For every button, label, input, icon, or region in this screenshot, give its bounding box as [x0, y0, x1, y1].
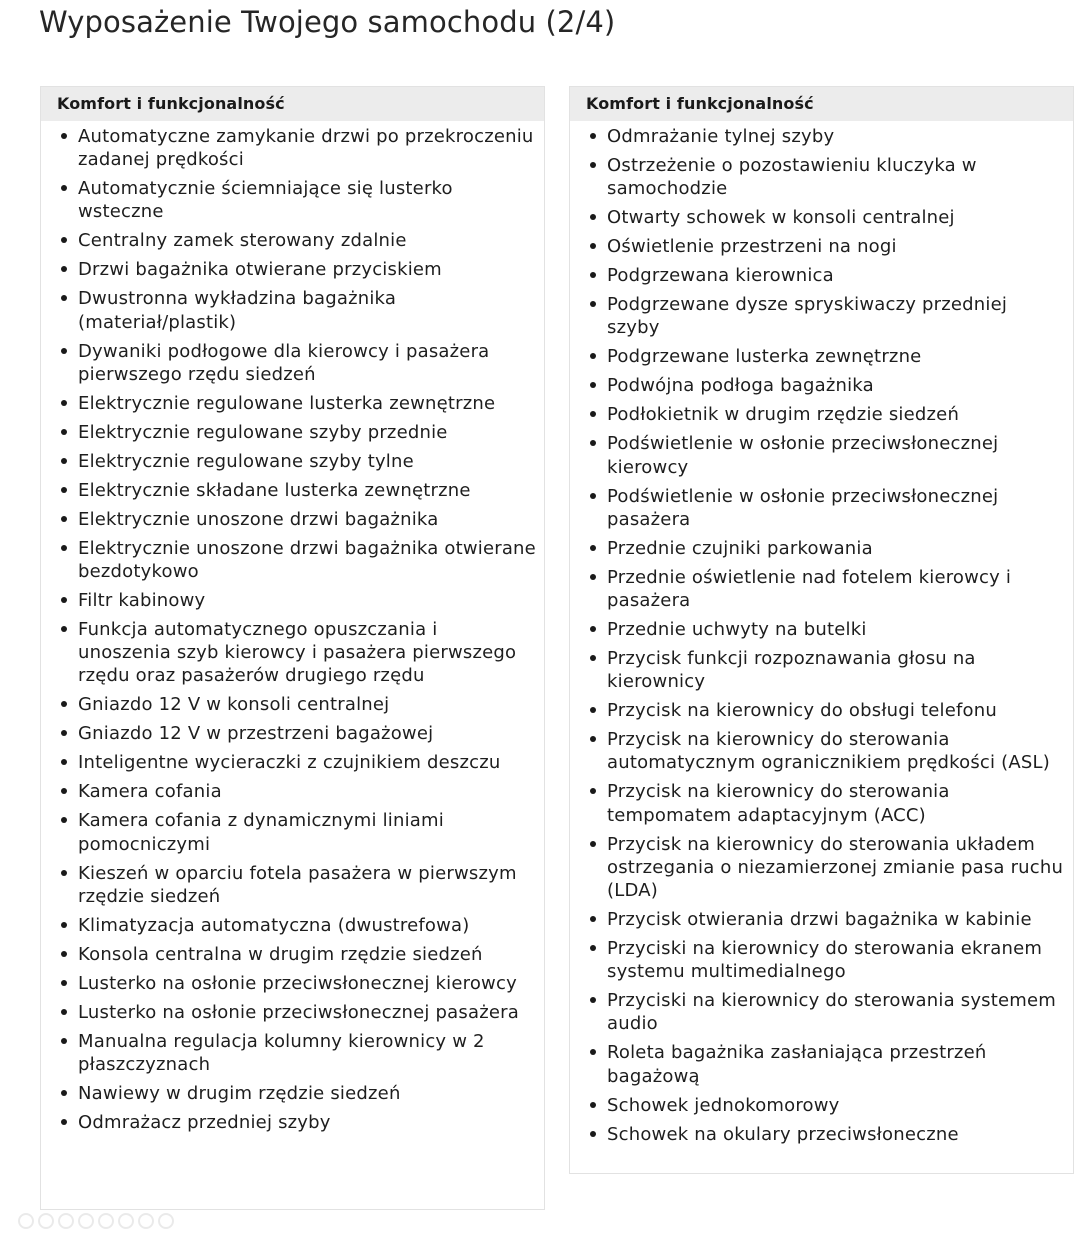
list-item: Przednie oświetlenie nad fotelem kierowcy i pasażera	[570, 566, 1073, 612]
list-item: Gniazdo 12 V w przestrzeni bagażowej	[41, 722, 544, 745]
list-item: Elektrycznie unoszone drzwi bagażnika	[41, 508, 544, 531]
list-item: Inteligentne wycieraczki z czujnikiem deszczu	[41, 751, 544, 774]
list-item: Przycisk otwierania drzwi bagażnika w kabinie	[570, 908, 1073, 931]
right-feature-list	[570, 121, 1073, 1146]
list-item: Centralny zamek sterowany zdalnie	[41, 229, 544, 252]
list-item: Podłokietnik w drugim rzędzie siedzeń	[570, 403, 1073, 426]
list-item: Kieszeń w oparciu fotela pasażera w pierwszym rzędzie siedzeń	[41, 862, 544, 908]
list-item: Przycisk funkcji rozpoznawania głosu na kierownicy	[570, 647, 1073, 693]
left-feature-list	[41, 121, 544, 1134]
list-item: Elektrycznie unoszone drzwi bagażnika otwierane bezdotykowo	[41, 537, 544, 583]
list-item: Funkcja automatycznego opuszczania i unoszenia szyb kierowcy i pasażera pierwszego rzędu oraz pasażerów drugiego rzędu	[41, 618, 544, 688]
list-item: Przycisk na kierownicy do sterowania tempomatem adaptacyjnym (ACC)	[570, 780, 1073, 826]
list-item: Przycisk na kierownicy do obsługi telefonu	[570, 699, 1073, 722]
list-item: Schowek na okulary przeciwsłoneczne	[570, 1123, 1073, 1146]
list-item: Odmrażanie tylnej szyby	[570, 125, 1073, 148]
list-item: Podwójna podłoga bagażnika	[570, 374, 1073, 397]
list-item: Podgrzewane lusterka zewnętrzne	[570, 345, 1073, 368]
list-item: Przednie uchwyty na butelki	[570, 618, 1073, 641]
list-item: Manualna regulacja kolumny kierownicy w 2 płaszczyznach	[41, 1030, 544, 1076]
list-item: Podgrzewana kierownica	[570, 264, 1073, 287]
list-item: Gniazdo 12 V w konsoli centralnej	[41, 693, 544, 716]
list-item: Przednie czujniki parkowania	[570, 537, 1073, 560]
list-item: Elektrycznie regulowane lusterka zewnętrzne	[41, 392, 544, 415]
watermark-logo	[12, 1206, 182, 1236]
left-feature-panel	[40, 86, 545, 1210]
list-item: Filtr kabinowy	[41, 589, 544, 612]
list-item: Schowek jednokomorowy	[570, 1094, 1073, 1117]
list-item: Klimatyzacja automatyczna (dwustrefowa)	[41, 914, 544, 937]
page-title: Wyposażenie Twojego samochodu (2/4)	[39, 5, 616, 39]
list-item: Dwustronna wykładzina bagażnika (materiał/plastik)	[41, 287, 544, 333]
list-item: Podświetlenie w osłonie przeciwsłonecznej pasażera	[570, 485, 1073, 531]
list-item: Przycisk na kierownicy do sterowania automatycznym ogranicznikiem prędkości (ASL)	[570, 728, 1073, 774]
list-item: Elektrycznie regulowane szyby tylne	[41, 450, 544, 473]
list-item: Kamera cofania z dynamicznymi liniami pomocniczymi	[41, 809, 544, 855]
list-item: Podgrzewane dysze spryskiwaczy przedniej szyby	[570, 293, 1073, 339]
left-panel-header: Komfort i funkcjonalność	[41, 87, 544, 121]
list-item: Nawiewy w drugim rzędzie siedzeń	[41, 1082, 544, 1105]
list-item: Dywaniki podłogowe dla kierowcy i pasażera pierwszego rzędu siedzeń	[41, 340, 544, 386]
list-item: Elektrycznie składane lusterka zewnętrzne	[41, 479, 544, 502]
right-feature-panel	[569, 86, 1074, 1174]
list-item: Otwarty schowek w konsoli centralnej	[570, 206, 1073, 229]
list-item: Lusterko na osłonie przeciwsłonecznej kierowcy	[41, 972, 544, 995]
list-item: Oświetlenie przestrzeni na nogi	[570, 235, 1073, 258]
list-item: Drzwi bagażnika otwierane przyciskiem	[41, 258, 544, 281]
list-item: Przycisk na kierownicy do sterowania układem ostrzegania o niezamierzonej zmianie pasa ruchu (LDA)	[570, 833, 1073, 903]
list-item: Ostrzeżenie o pozostawieniu kluczyka w samochodzie	[570, 154, 1073, 200]
list-item: Lusterko na osłonie przeciwsłonecznej pasażera	[41, 1001, 544, 1024]
list-item: Kamera cofania	[41, 780, 544, 803]
list-item: Roleta bagażnika zasłaniająca przestrzeń bagażową	[570, 1041, 1073, 1087]
right-panel-header: Komfort i funkcjonalność	[570, 87, 1073, 121]
list-item: Automatyczne zamykanie drzwi po przekroczeniu zadanej prędkości	[41, 125, 544, 171]
list-item: Przyciski na kierownicy do sterowania ekranem systemu multimedialnego	[570, 937, 1073, 983]
list-item: Elektrycznie regulowane szyby przednie	[41, 421, 544, 444]
list-item: Przyciski na kierownicy do sterowania systemem audio	[570, 989, 1073, 1035]
list-item: Konsola centralna w drugim rzędzie siedzeń	[41, 943, 544, 966]
list-item: Podświetlenie w osłonie przeciwsłonecznej kierowcy	[570, 432, 1073, 478]
list-item: Odmrażacz przedniej szyby	[41, 1111, 544, 1134]
list-item: Automatycznie ściemniające się lusterko wsteczne	[41, 177, 544, 223]
